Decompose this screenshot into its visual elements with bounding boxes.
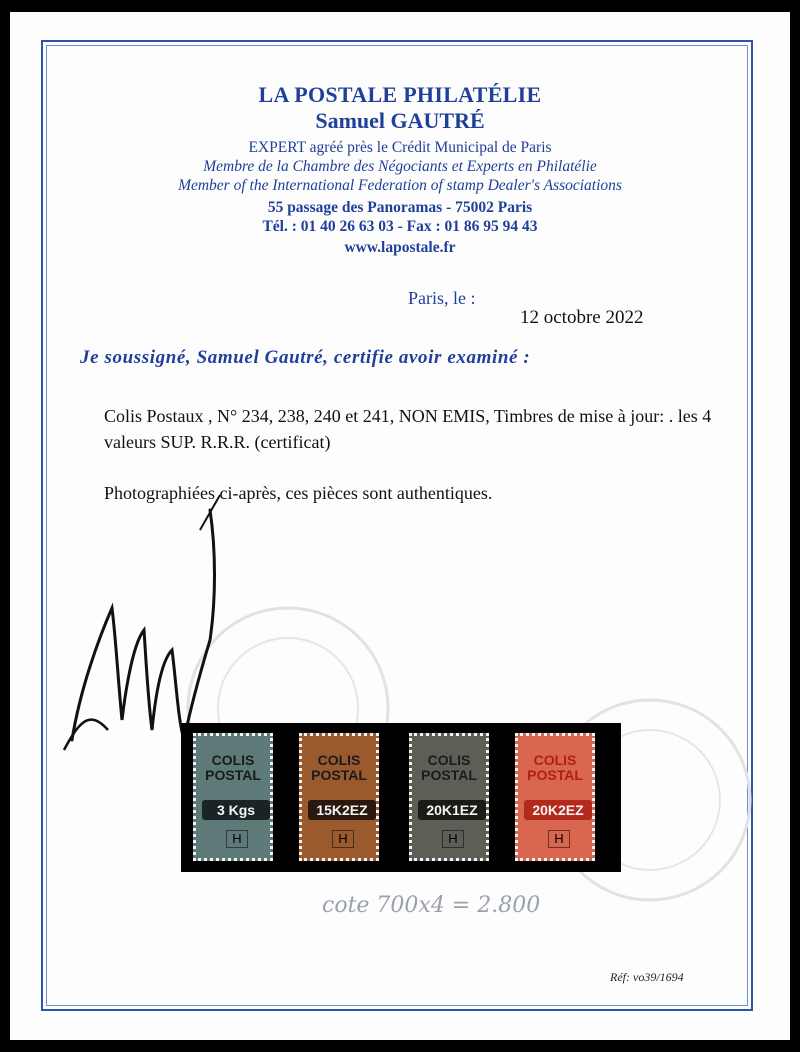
stamp-overprint-line2: POSTAL	[205, 767, 261, 783]
stamp-overprint-line1: COLIS	[317, 752, 361, 768]
certificate-date: 12 octobre 2022	[520, 307, 644, 328]
authenticity-statement: Photographiées ci-après, ces pièces sont authentiques.	[104, 483, 493, 503]
stamp-overprint-line1: COLIS	[427, 752, 471, 768]
stamp-overprint-line1: COLIS	[211, 752, 255, 768]
handwritten-valuation: cote 700x4 = 2.800	[322, 893, 541, 918]
stamp-value: 20K1EZ	[418, 800, 486, 820]
stamp-letter: H	[442, 830, 464, 848]
place-label: Paris, le :	[408, 288, 476, 308]
stamp-letter: H	[226, 830, 248, 848]
membership-en: Member of the International Federation of stamp Dealer's Associations	[178, 177, 622, 194]
stamp-value: 3 Kgs	[202, 800, 270, 820]
stamp-overprint-line2: POSTAL	[421, 767, 477, 783]
stamp-value: 20K2EZ	[524, 800, 592, 820]
reference-number: Réf: vo39/1694	[610, 970, 684, 984]
stamp-value: 15K2EZ	[308, 800, 376, 820]
expert-accreditation: EXPERT agréé près le Crédit Municipal de Paris	[248, 139, 552, 156]
stamp-2	[299, 733, 379, 861]
stamp-letter: H	[548, 830, 570, 848]
stamp-1	[193, 733, 273, 861]
stamp-letter: H	[332, 830, 354, 848]
website: www.lapostale.fr	[344, 239, 456, 256]
phone-fax: Tél. : 01 40 26 63 03 - Fax : 01 86 95 94 43	[262, 218, 538, 235]
stamp-strip	[181, 723, 621, 872]
stamp-overprint-line2: POSTAL	[527, 767, 583, 783]
stamp-overprint-line1: COLIS	[533, 752, 577, 768]
expert-name: Samuel GAUTRÉ	[315, 108, 485, 133]
stamp-3	[409, 733, 489, 861]
company-name: LA POSTALE PHILATÉLIE	[258, 82, 542, 107]
membership-fr: Membre de la Chambre des Négociants et Experts en Philatélie	[203, 158, 597, 175]
stamp-4	[515, 733, 595, 861]
stamp-overprint-line2: POSTAL	[311, 767, 367, 783]
item-description: Colis Postaux , N° 234, 238, 240 et 241, NON EMIS, Timbres de mise à jour: . les 4 valeurs SUP. R.R.R. (certificat)	[104, 406, 712, 452]
address: 55 passage des Panoramas - 75002 Paris	[267, 199, 533, 216]
certification-statement: Je soussigné, Samuel Gautré, certifie avoir examiné :	[80, 347, 531, 368]
